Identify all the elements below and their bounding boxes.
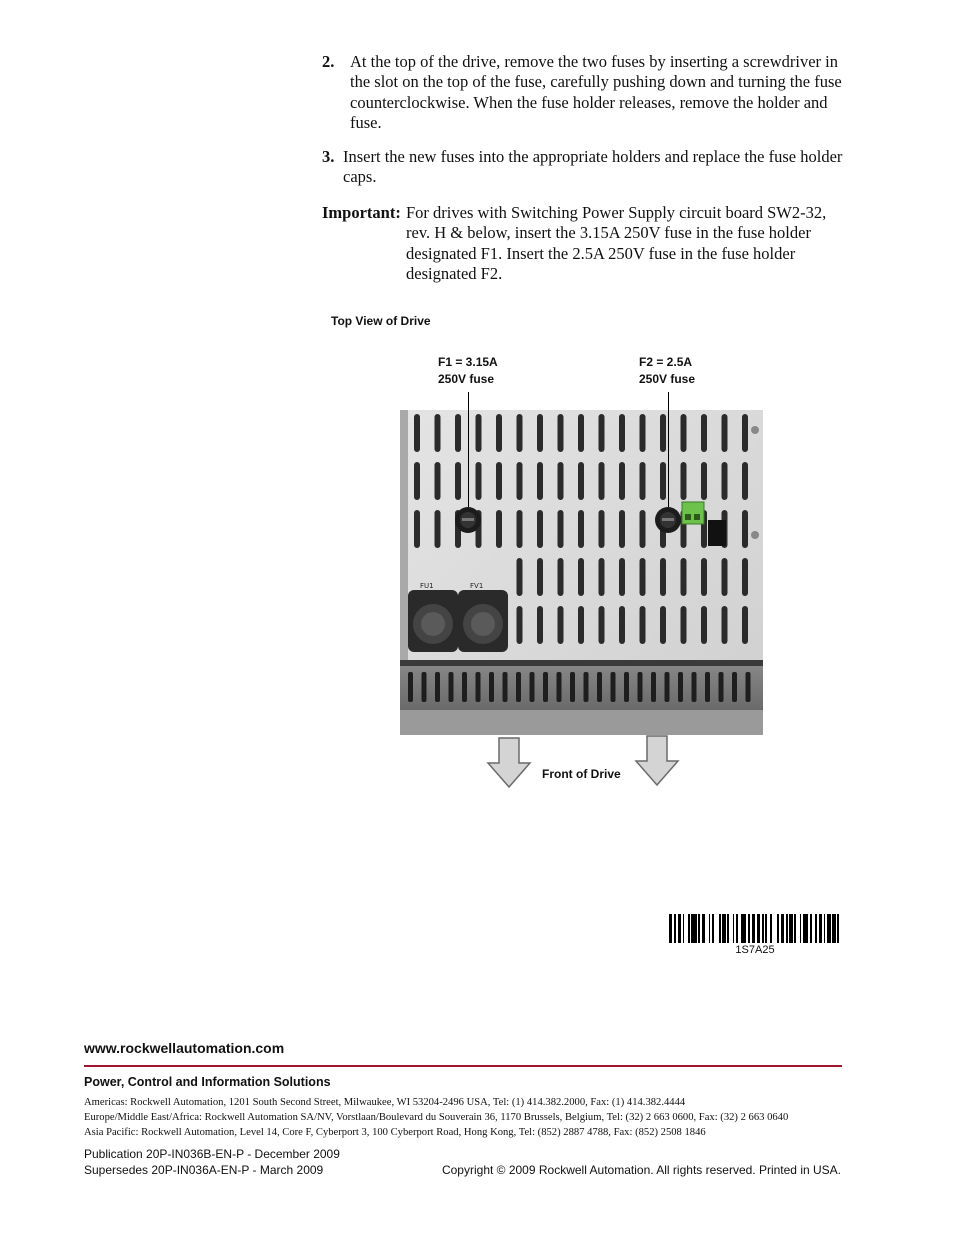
f2-callout-line2: 250V fuse: [639, 372, 696, 386]
fu1-label: FU1: [420, 582, 434, 590]
fv1-label: FV1: [470, 582, 484, 590]
front-of-drive-label: Front of Drive: [542, 767, 621, 781]
step-number: 2.: [322, 52, 335, 71]
f1-callout-line1: F1 = 3.15A: [438, 355, 498, 369]
f2-callout-line1: F2 = 2.5A: [639, 355, 693, 369]
footer-tagline: Power, Control and Information Solutions: [84, 1075, 331, 1089]
step-2: [322, 52, 847, 133]
f1-leader-line: [468, 392, 469, 507]
step-text: At the top of the drive, remove the two fuses by inserting a screwdriver in the slot on the top of the fuse, carefully pushing down and turning the fuse counterclockwise. When the fuse holder releases, remove the holder and fuse.: [350, 52, 842, 132]
front-arrow-right-icon: [634, 735, 680, 787]
address-emea: Europe/Middle East/Africa: Rockwell Automation SA/NV, Vorstlaan/Boulevard du Souverain 36, 1170 Brussels, Belgium, Tel: (32) 2 663 0600, Fax: (32) 2 663 0640: [84, 1112, 789, 1123]
f2-callout: [639, 354, 695, 388]
address-asia-pacific: Asia Pacific: Rockwell Automation, Level 14, Core F, Cyberport 3, 100 Cyberport Road, Hong Kong, Tel: (852) 2887 4788, Fax: (852) 2508 1846: [84, 1127, 706, 1138]
important-label: Important:: [322, 203, 401, 222]
address-americas: Americas: Rockwell Automation, 1201 South Second Street, Milwaukee, WI 53204-2496 USA, Tel: (1) 414.382.2000, Fax: (1) 414.382.4444: [84, 1097, 686, 1108]
step-number: 3.: [322, 147, 335, 166]
publication-number: Publication 20P-IN036B-EN-P - December 2009: [84, 1147, 340, 1161]
drive-top-view-photo: [400, 410, 763, 735]
drive-illustration: [400, 410, 763, 735]
important-text: For drives with Switching Power Supply circuit board SW2-32, rev. H & below, insert the 3.15A 250V fuse in the fuse holder designated F1. Insert the 2.5A 250V fuse in the fuse holder designated F2.: [406, 203, 827, 283]
supersedes-number: Supersedes 20P-IN036A-EN-P - March 2009: [84, 1163, 324, 1177]
website-url[interactable]: www.rockwellautomation.com: [84, 1040, 285, 1056]
barcode-number: 1S7A25: [735, 944, 775, 956]
front-arrow-left-icon: [486, 737, 532, 789]
figure-title: Top View of Drive: [331, 314, 431, 328]
footer-divider: [84, 1065, 842, 1067]
f1-callout: [438, 354, 498, 388]
f2-leader-line: [668, 392, 669, 507]
step-text: Insert the new fuses into the appropriate holders and replace the fuse holder caps.: [343, 147, 843, 187]
barcode: [669, 914, 841, 943]
copyright-notice: Copyright © 2009 Rockwell Automation. All rights reserved. Printed in USA.: [441, 1163, 841, 1177]
step-3: [322, 147, 847, 188]
f1-callout-line2: 250V fuse: [438, 372, 495, 386]
